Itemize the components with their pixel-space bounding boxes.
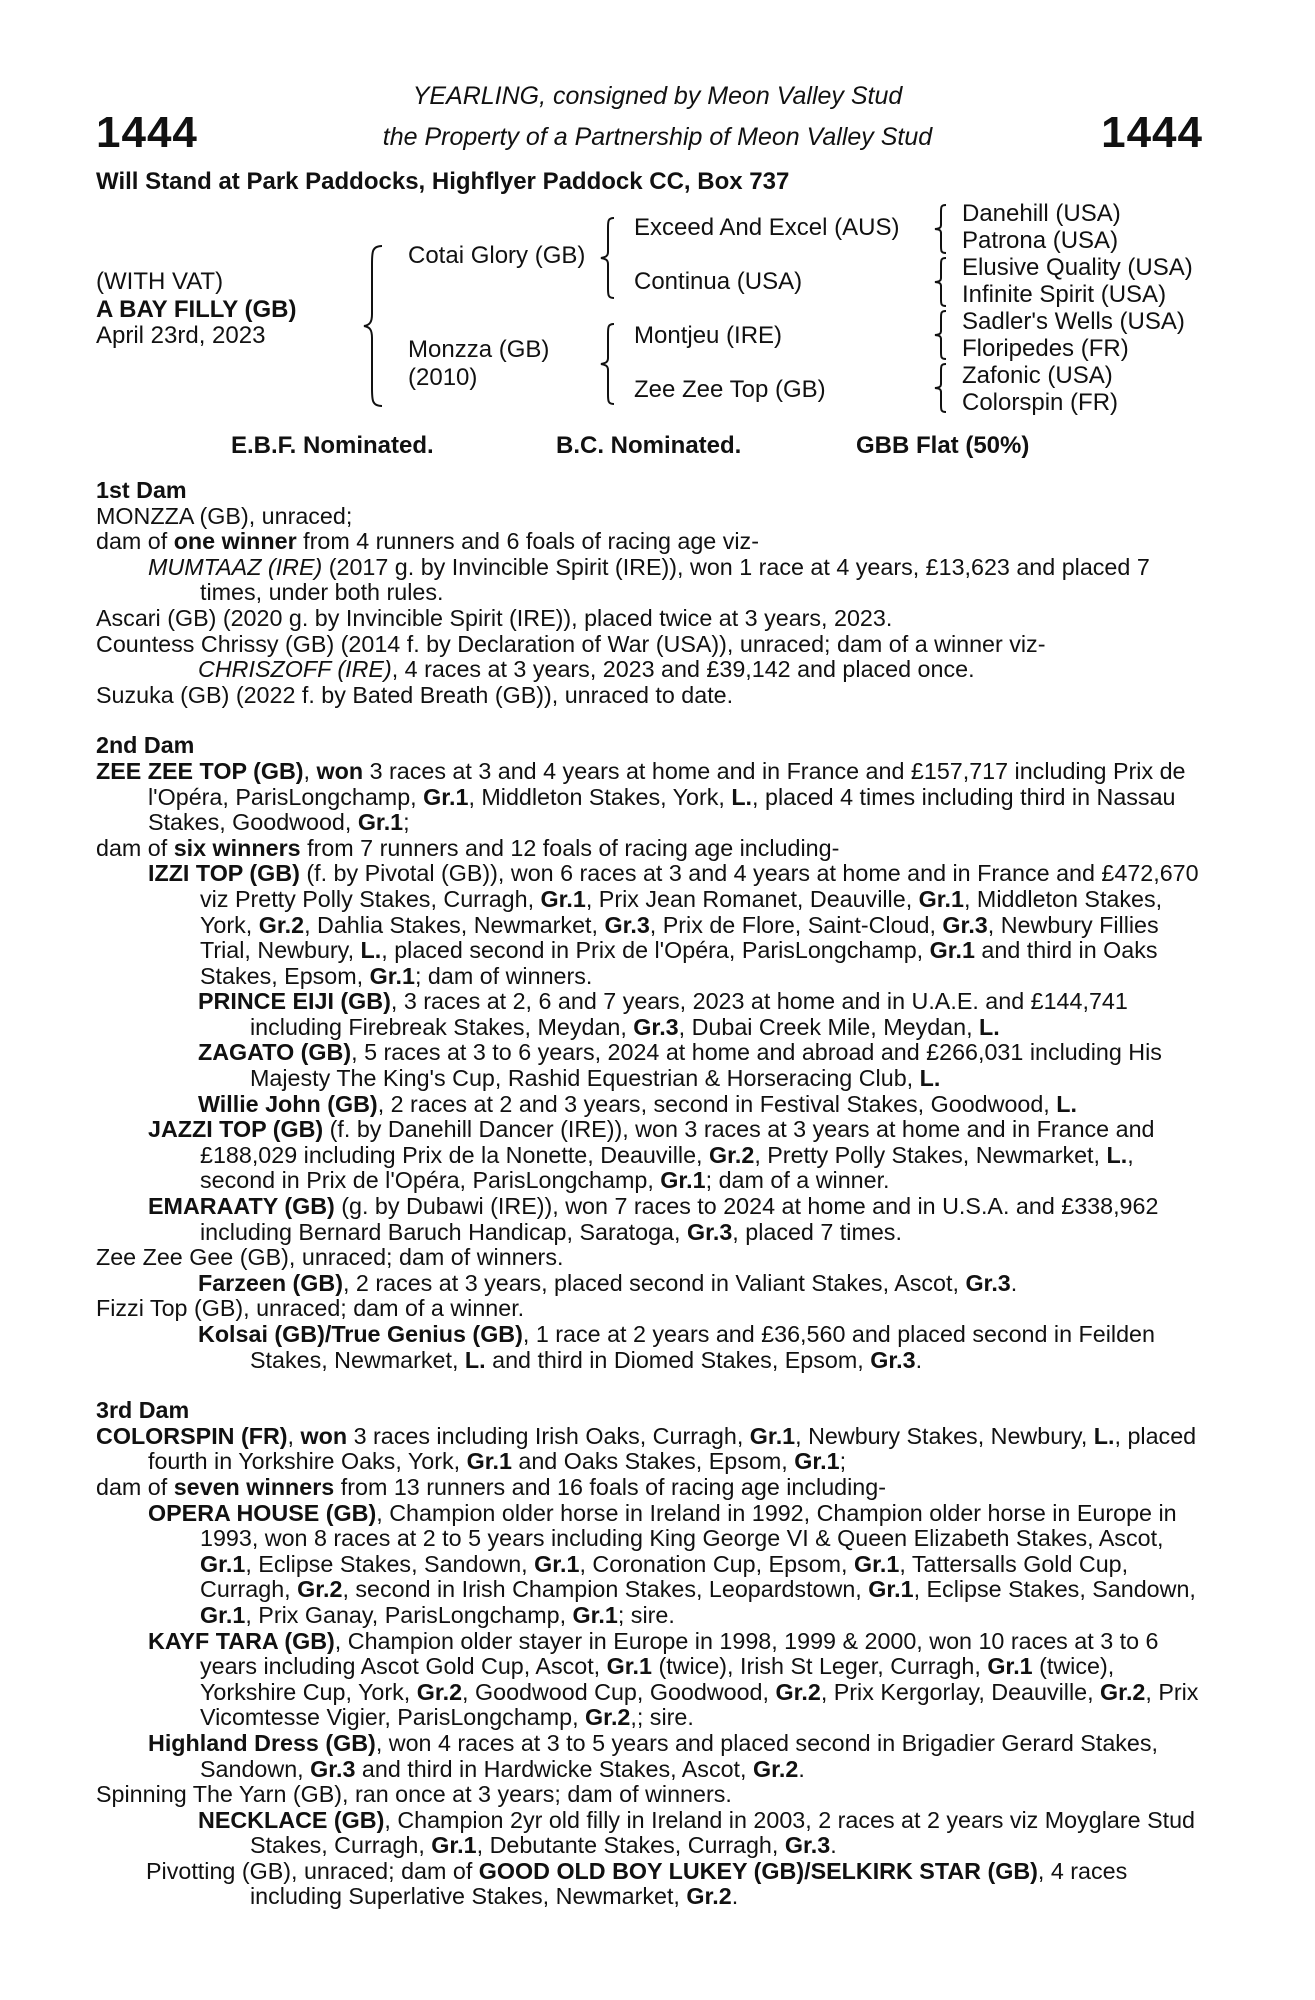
bold-text: won xyxy=(300,1422,348,1449)
bold-text: IZZI TOP (GB) xyxy=(148,860,300,887)
pedigree-g8: Colorspin (FR) xyxy=(962,389,1119,416)
bold-text: Gr.1 xyxy=(534,1550,580,1577)
bold-text: Gr.1 xyxy=(200,1550,246,1577)
ebf-nomination: E.B.F. Nominated. xyxy=(231,432,434,459)
entry-line xyxy=(96,1501,1200,1629)
section-title: 1st Dam xyxy=(96,477,187,503)
text: from 4 runners and 6 foals of racing age viz- xyxy=(296,528,759,555)
bold-text: Gr.1 xyxy=(572,1601,618,1628)
entry-line xyxy=(96,1117,1200,1194)
property-line: the Property of a Partnership of Meon Valley Stud xyxy=(382,123,933,151)
bold-text: won xyxy=(316,757,364,784)
text: ; dam of winners. xyxy=(414,962,593,989)
entry-line xyxy=(96,1194,1200,1245)
entry-line xyxy=(96,759,1200,836)
bold-text: Gr.3 xyxy=(686,1218,733,1245)
text: , placed 4 times including third in Nassau Stakes, Goodwood, xyxy=(148,783,1176,836)
text: , Middleton Stakes, York, xyxy=(200,885,1163,938)
text: Spinning The Yarn (GB), ran once at 3 years; dam of winners. xyxy=(96,1781,732,1808)
text: and third in Oaks Stakes, Epsom, xyxy=(200,937,1158,989)
bold-text: Gr.1 xyxy=(929,937,975,964)
pedigree-brace-g34 xyxy=(930,256,952,308)
text: (2017 g. by Invincible Spirit (IRE)), won 1 race at 4 years, £13,623 and placed 7 times, under both rules. xyxy=(200,553,1150,606)
text: , xyxy=(287,1422,301,1449)
text: , 4 races at 3 years, 2023 and £39,142 and placed once. xyxy=(391,656,975,683)
bold-text: Gr.3 xyxy=(784,1832,831,1859)
entry-line xyxy=(96,1424,1200,1475)
pedigree-brace-g78 xyxy=(930,362,952,414)
text: , Middleton Stakes, York, xyxy=(468,783,732,810)
italic-text: MUMTAAZ (IRE) xyxy=(148,553,323,580)
text: , Prix Ganay, ParisLongchamp, xyxy=(245,1601,573,1628)
text: dam of xyxy=(96,528,174,555)
bold-text: Gr.3 xyxy=(942,911,988,938)
text: Countess Chrissy (GB) (2014 f. by Declaration of War (USA)), unraced; dam of a winner viz- xyxy=(96,630,1046,657)
text: , placed fourth in Yorkshire Oaks, York, xyxy=(148,1422,1197,1475)
bold-text: KAYF TARA (GB) xyxy=(148,1627,335,1654)
bold-text: Gr.2 xyxy=(1100,1678,1146,1705)
entry-line xyxy=(96,683,1200,709)
bold-text: OPERA HOUSE (GB) xyxy=(148,1499,377,1526)
pedigree-brace-sire xyxy=(596,216,620,300)
entry-line xyxy=(96,504,1200,530)
entry-line xyxy=(96,606,1200,632)
text: . xyxy=(798,1755,805,1782)
entry-line xyxy=(96,1271,1200,1297)
pedigree-g2: Patrona (USA) xyxy=(962,227,1119,254)
bold-text: Gr.1 xyxy=(854,1550,900,1577)
bold-text: Gr.2 xyxy=(416,1678,463,1705)
section-2nd-dam xyxy=(96,733,1200,1373)
bold-text: L. xyxy=(979,1013,1000,1040)
bold-text: one winner xyxy=(173,528,297,555)
stand-location: Will Stand at Park Paddocks, Highflyer Paddock CC, Box 737 xyxy=(96,168,790,195)
sire-dam-name: Continua (USA) xyxy=(634,268,803,295)
bold-text: Gr.1 xyxy=(794,1448,840,1475)
text: 3 races including Irish Oaks, Curragh, xyxy=(347,1422,750,1449)
bold-text: JAZZI TOP (GB) xyxy=(148,1116,324,1143)
text: , second in Prix de l'Opéra, ParisLongchamp, xyxy=(200,1141,1134,1194)
lot-number-right: 1444 xyxy=(1101,108,1203,157)
text: , Goodwood Cup, Goodwood, xyxy=(462,1678,776,1705)
dam-year: (2010) xyxy=(408,364,478,391)
text: and Oaks Stakes, Epsom, xyxy=(511,1448,795,1475)
bold-text: Kolsai (GB)/True Genius (GB) xyxy=(198,1321,523,1347)
bold-text: Gr.2 xyxy=(585,1704,631,1731)
text: , Champion older stayer in Europe in 1998, 1999 & 2000, won 10 races at 3 to 6 years including Ascot Gold Cup, Ascot, xyxy=(200,1627,1159,1680)
bold-text: Gr.1 xyxy=(369,962,415,989)
text: , Eclipse Stakes, Sandown, xyxy=(245,1550,535,1577)
section-title: 2nd Dam xyxy=(96,732,195,759)
catalogue-body xyxy=(96,478,1200,1910)
text: (f. by Pivotal (GB)), won 6 races at 3 and 4 years at home and in France and £472,670 viz Pretty Polly Stakes, Curragh, xyxy=(200,860,1199,912)
pedigree-g3: Elusive Quality (USA) xyxy=(962,254,1193,281)
dam-dam-name: Zee Zee Top (GB) xyxy=(634,376,826,403)
foaling-date: April 23rd, 2023 xyxy=(96,322,266,349)
bold-text: PRINCE EIJI (GB) xyxy=(198,988,391,1015)
text: , Champion 2yr old filly in Ireland in 2003, 2 races at 2 years viz Moyglare Stud Stakes, Curragh, xyxy=(250,1806,1195,1859)
bold-text: Gr.1 xyxy=(606,1653,652,1680)
pedigree-g7: Zafonic (USA) xyxy=(962,362,1113,389)
bold-text: Gr.2 xyxy=(686,1883,732,1910)
text: , Eclipse Stakes, Sandown, xyxy=(913,1576,1196,1603)
text: , Newbury Fillies Trial, Newbury, xyxy=(200,911,1159,964)
text: , Debutante Stakes, Curragh, xyxy=(476,1832,785,1859)
text: , Coronation Cup, Epsom, xyxy=(579,1550,854,1577)
text: (g. by Dubawi (IRE)), won 7 races to 2024 at home and in U.S.A. and £338,962 including Bernard Baruch Handicap, Saratoga, xyxy=(200,1193,1159,1245)
bold-text: L. xyxy=(360,937,382,964)
text: , Prix de Flore, Saint-Cloud, xyxy=(649,911,943,938)
text: , xyxy=(303,757,317,784)
pedigree-g5: Sadler's Wells (USA) xyxy=(962,308,1185,335)
bold-text: Gr.1 xyxy=(918,885,964,912)
bold-text: Gr.2 xyxy=(297,1576,343,1603)
sire-name: Cotai Glory (GB) xyxy=(408,242,586,269)
consignor-line: YEARLING, consigned by Meon Valley Stud xyxy=(412,82,903,110)
text: , 3 races at 2, 6 and 7 years, 2023 at home and in U.A.E. and £144,741 including Firebreak Stakes, Meydan, xyxy=(250,988,1128,1040)
bold-text: Gr.1 xyxy=(987,1653,1033,1680)
pedigree-g1: Danehill (USA) xyxy=(962,200,1121,227)
bold-text: Gr.1 xyxy=(660,1167,706,1194)
pedigree-g4: Infinite Spirit (USA) xyxy=(962,281,1167,308)
text: ; sire. xyxy=(617,1601,675,1628)
text: , placed 7 times. xyxy=(732,1218,902,1245)
text: , placed second in Prix de l'Opéra, ParisLongchamp, xyxy=(381,937,930,964)
bold-text: COLORSPIN (FR) xyxy=(96,1422,288,1449)
text: . xyxy=(731,1883,739,1910)
entry-line xyxy=(96,1782,1200,1808)
dam-name: Monzza (GB) xyxy=(408,336,550,363)
bold-text: seven winners xyxy=(173,1473,335,1500)
bold-text: L. xyxy=(464,1346,486,1373)
text: and third in Hardwicke Stakes, Ascot, xyxy=(355,1755,753,1782)
bold-text: GOOD OLD BOY LUKEY (GB)/SELKIRK STAR (GB) xyxy=(478,1857,1038,1884)
text: , Pretty Polly Stakes, Newmarket, xyxy=(754,1141,1107,1168)
text: , won 4 races at 3 to 5 years and placed second in Brigadier Gerard Stakes, Sandown, xyxy=(200,1729,1159,1782)
entry-line xyxy=(96,1296,1200,1322)
bold-text: L. xyxy=(1093,1422,1115,1449)
entry-line xyxy=(96,1040,1200,1091)
bold-text: Gr.1 xyxy=(357,809,404,836)
bold-text: Gr.1 xyxy=(749,1422,796,1449)
bold-text: ZAGATO (GB) xyxy=(198,1039,352,1066)
text: , Prix Vicomtesse Vigier, ParisLongchamp, xyxy=(200,1678,1199,1731)
text: Pivotting (GB), unraced; dam of xyxy=(146,1857,479,1884)
entry-line xyxy=(96,1245,1200,1271)
bold-text: Gr.3 xyxy=(870,1346,916,1373)
bold-text: L. xyxy=(919,1065,941,1092)
entry-line xyxy=(96,1731,1200,1782)
bold-text: L. xyxy=(731,783,753,810)
bold-text: six winners xyxy=(173,834,301,861)
text: ; xyxy=(839,1448,847,1475)
text: , Tattersalls Gold Cup, Curragh, xyxy=(200,1550,1129,1603)
text: , 2 races at 3 years, placed second in Valiant Stakes, Ascot, xyxy=(342,1269,966,1296)
bold-text: L. xyxy=(1056,1090,1077,1117)
entry-line xyxy=(96,1808,1200,1859)
text: (f. by Danehill Dancer (IRE)), won 3 races at 3 years at home and in France and £188,029 including Prix de la Nonette, Deauville, xyxy=(200,1116,1155,1168)
bold-text: Gr.3 xyxy=(965,1269,1011,1296)
text: , Champion older horse in Ireland in 1992, Champion older horse in Europe in 1993, won 8 races at 2 to 5 years including King George VI & Queen Elizabeth Stakes, Ascot, xyxy=(200,1499,1177,1552)
text: ; dam of a winner. xyxy=(705,1167,890,1194)
text: , 5 races at 3 to 6 years, 2024 at home and abroad and £266,031 including His Majesty The King's Cup, Rashid Equestrian & Horseracing Club, xyxy=(250,1039,1162,1092)
bold-text: Gr.1 xyxy=(200,1601,246,1628)
entry-line xyxy=(96,657,1200,683)
pedigree-brace-g12 xyxy=(930,203,952,255)
entry-line xyxy=(96,1629,1200,1731)
text: , Dubai Creek Mile, Meydan, xyxy=(678,1013,980,1040)
text: MONZZA (GB), unraced; xyxy=(96,502,353,529)
bold-text: ZEE ZEE TOP (GB) xyxy=(96,757,304,784)
bold-text: L. xyxy=(1106,1141,1128,1168)
entry-line xyxy=(96,1322,1200,1373)
pedigree-g6: Floripedes (FR) xyxy=(962,335,1129,362)
text: Zee Zee Gee (GB), unraced; dam of winners. xyxy=(96,1244,564,1271)
horse-name: A BAY FILLY (GB) xyxy=(96,296,297,323)
pedigree-brace-main xyxy=(360,244,390,408)
text: , second in Irish Champion Stakes, Leopardstown, xyxy=(342,1576,869,1603)
vat-label: (WITH VAT) xyxy=(96,268,224,295)
bold-text: Willie John (GB) xyxy=(198,1090,378,1117)
entry-line xyxy=(96,989,1200,1040)
entry-line xyxy=(96,1475,1200,1501)
entry-line xyxy=(96,529,1200,555)
bold-text: Gr.3 xyxy=(310,1755,356,1782)
dam-sire-name: Montjeu (IRE) xyxy=(634,322,783,349)
entry-line xyxy=(96,1092,1200,1118)
text: . xyxy=(1010,1269,1018,1296)
text: , Newbury Stakes, Newbury, xyxy=(795,1422,1094,1449)
bold-text: Gr.1 xyxy=(540,885,586,912)
bold-text: Gr.1 xyxy=(868,1576,914,1603)
text: Fizzi Top (GB), unraced; dam of a winner. xyxy=(96,1295,525,1322)
text: and third in Diomed Stakes, Epsom, xyxy=(485,1346,871,1373)
entry-line xyxy=(96,555,1200,606)
section-3rd-dam xyxy=(96,1398,1200,1910)
bold-text: Gr.2 xyxy=(708,1141,755,1168)
sire-sire-name: Exceed And Excel (AUS) xyxy=(634,214,900,241)
text: , 4 races including Superlative Stakes, Newmarket, xyxy=(250,1857,1128,1910)
bold-text: EMARAATY (GB) xyxy=(148,1193,335,1220)
bold-text: Gr.1 xyxy=(423,783,469,810)
text: (twice), Yorkshire Cup, York, xyxy=(200,1653,1115,1705)
bold-text: Highland Dress (GB) xyxy=(148,1729,376,1756)
entry-line xyxy=(96,632,1200,658)
text: Suzuka (GB) (2022 f. by Bated Breath (GB)), unraced to date. xyxy=(96,681,734,708)
bold-text: Gr.3 xyxy=(633,1013,679,1040)
bc-nomination: B.C. Nominated. xyxy=(556,432,742,459)
bold-text: Farzeen (GB) xyxy=(198,1269,343,1296)
text: . xyxy=(830,1832,837,1859)
text: 3 races at 3 and 4 years at home and in France and £157,717 including Prix de l'Opéra, ParisLongchamp, xyxy=(148,757,1186,810)
text: . xyxy=(915,1346,923,1373)
bold-text: Gr.2 xyxy=(258,911,305,938)
italic-text: CHRISZOFF (IRE) xyxy=(198,656,392,683)
section-title: 3rd Dam xyxy=(96,1397,190,1424)
pedigree-brace-dam xyxy=(596,322,620,406)
bold-text: Gr.1 xyxy=(431,1832,477,1859)
bold-text: Gr.3 xyxy=(604,911,650,938)
pedigree-brace-g56 xyxy=(930,309,952,361)
bold-text: Gr.2 xyxy=(752,1755,799,1782)
text: , 2 races at 2 and 3 years, second in Festival Stakes, Goodwood, xyxy=(377,1090,1057,1117)
text: , 1 race at 2 years and £36,560 and placed second in Feilden Stakes, Newmarket, xyxy=(250,1321,1155,1373)
text: from 7 runners and 12 foals of racing age including- xyxy=(300,834,840,861)
entry-line xyxy=(96,1859,1200,1910)
text: , Prix Jean Romanet, Deauville, xyxy=(585,885,919,912)
text: Ascari (GB) (2020 g. by Invincible Spirit (IRE)), placed twice at 3 years, 2023. xyxy=(96,604,893,631)
gbb-flat: GBB Flat (50%) xyxy=(856,432,1030,459)
text: dam of xyxy=(96,1473,174,1500)
text: dam of xyxy=(96,834,174,861)
bold-text: Gr.2 xyxy=(775,1678,821,1705)
bold-text: NECKLACE (GB) xyxy=(198,1806,385,1833)
entry-line xyxy=(96,836,1200,862)
bold-text: Gr.1 xyxy=(466,1448,512,1475)
text: ,; sire. xyxy=(630,1704,694,1731)
lot-number-left: 1444 xyxy=(96,108,198,157)
section-1st-dam xyxy=(96,478,1200,708)
entry-line xyxy=(96,861,1200,989)
text: from 13 runners and 16 foals of racing age including- xyxy=(334,1473,886,1500)
text: , Dahlia Stakes, Newmarket, xyxy=(304,911,605,938)
text: , Prix Kergorlay, Deauville, xyxy=(820,1678,1101,1705)
text: (twice), Irish St Leger, Curragh, xyxy=(651,1653,988,1680)
text: ; xyxy=(403,809,410,836)
